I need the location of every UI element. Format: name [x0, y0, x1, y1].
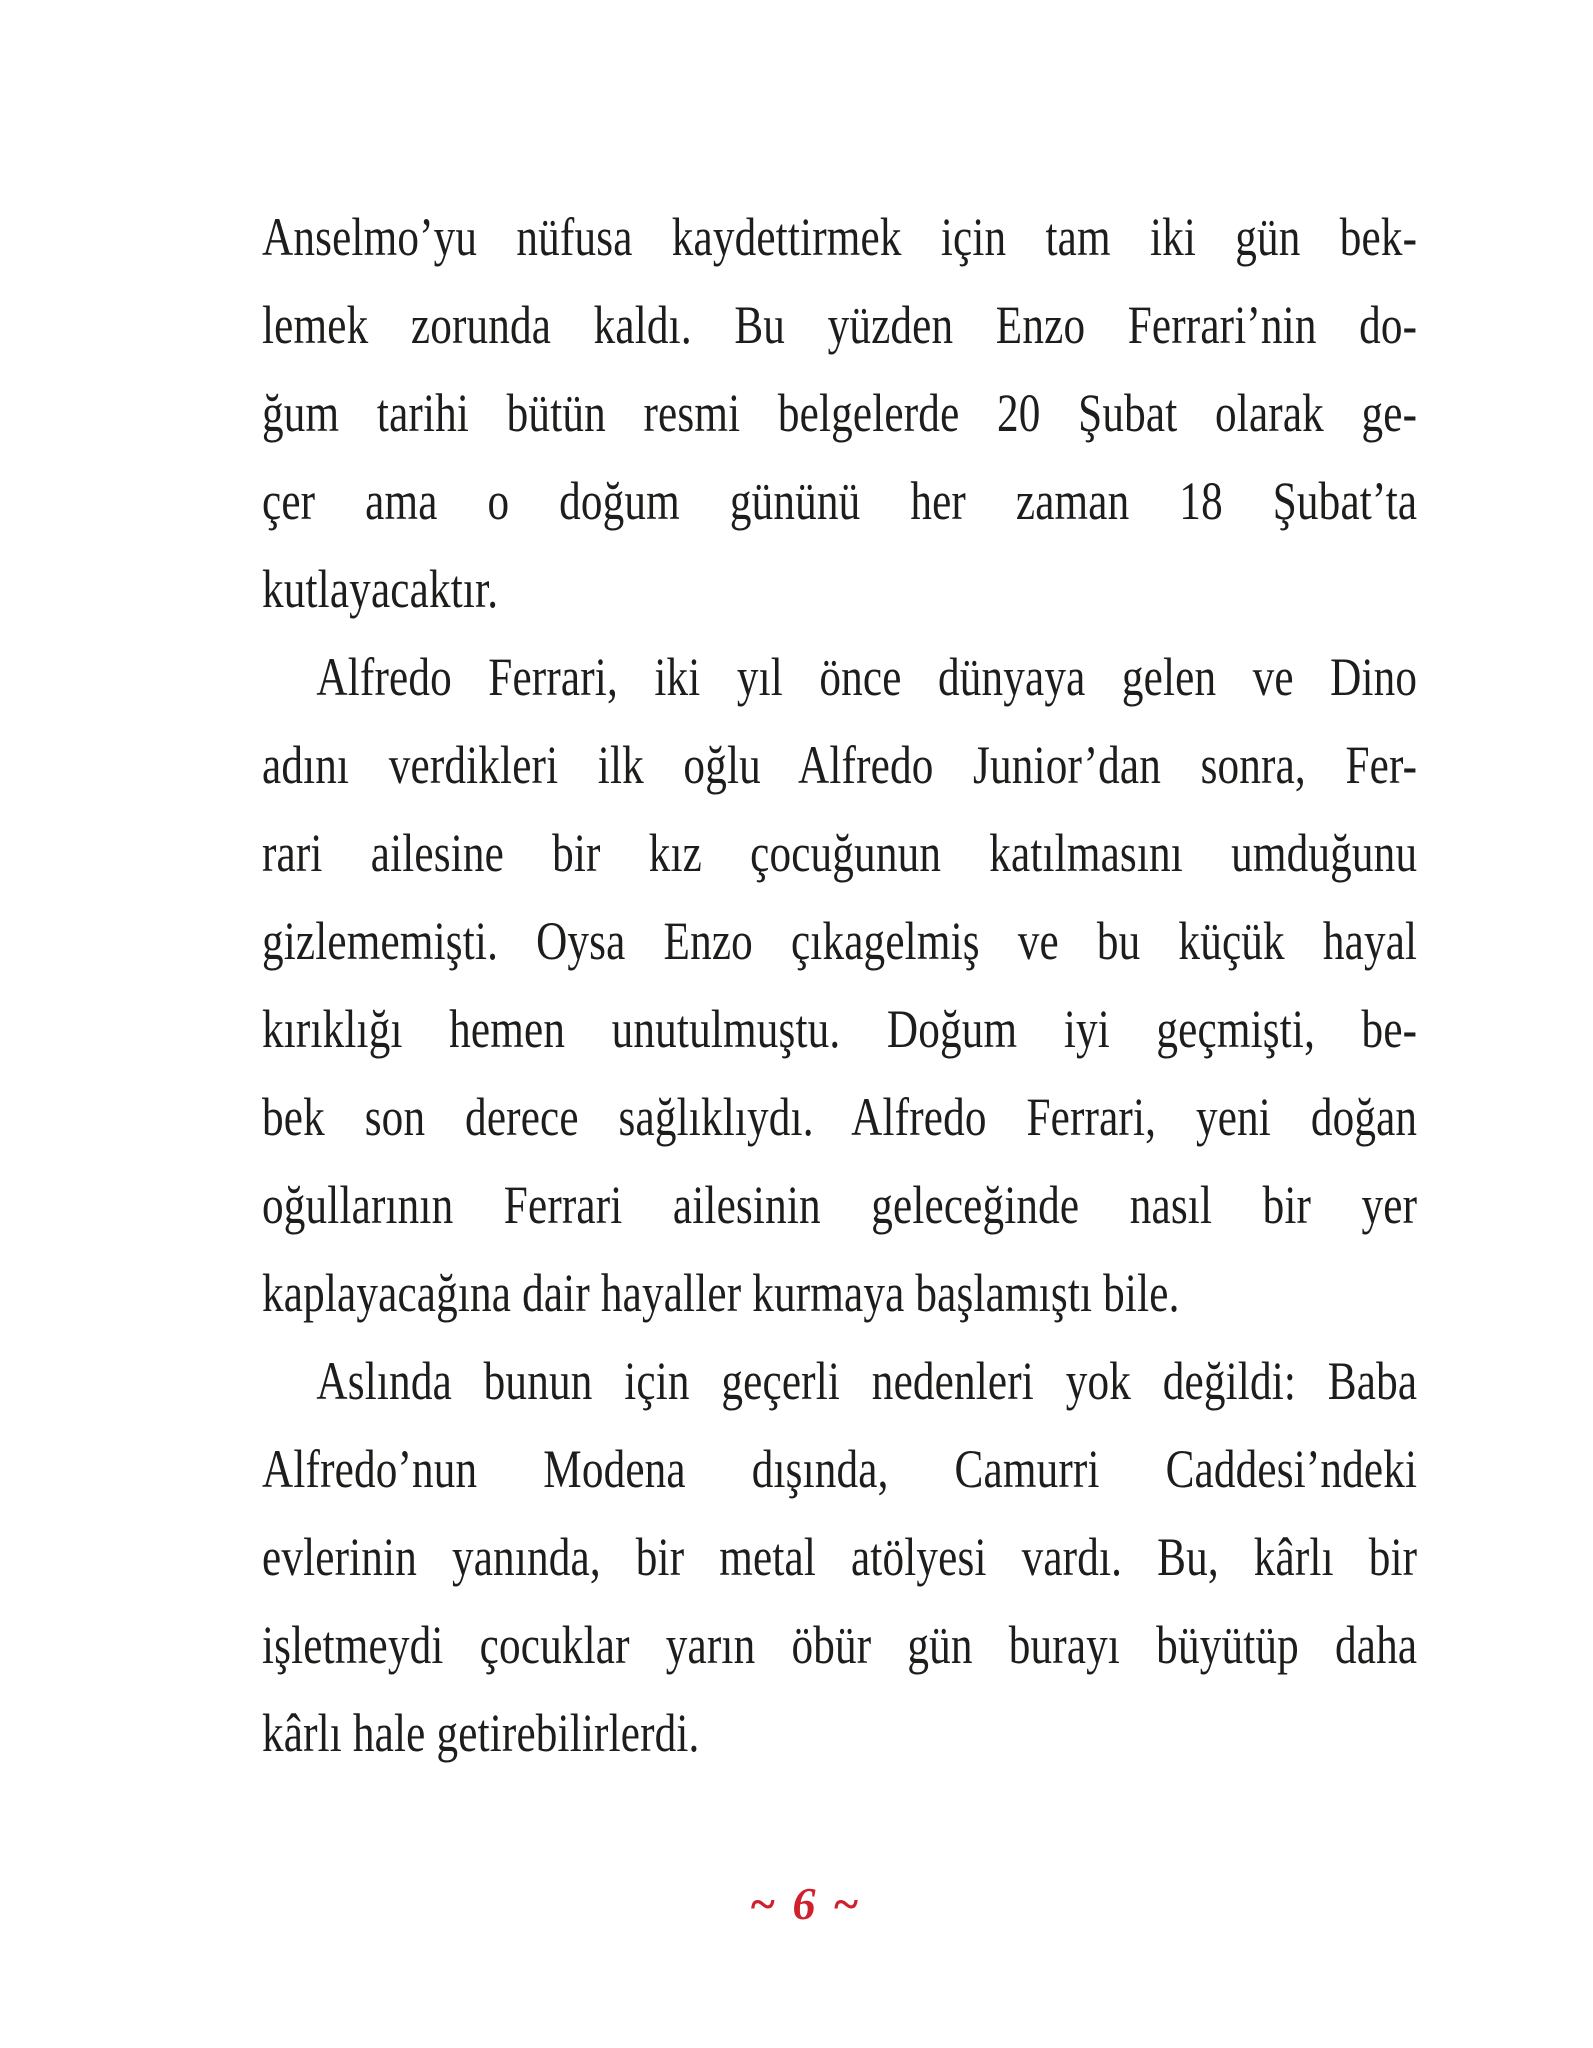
text-line: kaplayacağına dair hayaller kurmaya başlamıştı bile.: [262, 1263, 1180, 1323]
text-line: Alfredo Ferrari, iki yıl önce dünyaya gelen ve Dino: [316, 647, 1418, 707]
body-text: [262, 193, 1417, 1777]
paragraph: [262, 633, 1417, 1337]
text-line: oğullarının Ferrari ailesinin geleceğinde nasıl bir yer: [262, 1175, 1418, 1235]
text-line: Anselmo’yu nüfusa kaydettirmek için tam iki gün bek-: [262, 207, 1418, 267]
text-line: bek son derece sağlıklıydı. Alfredo Ferrari, yeni doğan: [262, 1087, 1418, 1147]
text-line: kırıklığı hemen unutulmuştu. Doğum iyi geçmişti, be-: [262, 999, 1418, 1059]
text-line: çer ama o doğum gününü her zaman 18 Şubat’ta: [262, 471, 1418, 531]
text-line: kârlı hale getirebilirlerdi.: [262, 1703, 700, 1763]
paragraph: [262, 1337, 1417, 1777]
text-line: lemek zorunda kaldı. Bu yüzden Enzo Ferrari’nin do-: [262, 295, 1418, 355]
text-line: adını verdikleri ilk oğlu Alfredo Junior’dan sonra, Fer-: [262, 735, 1418, 795]
text-line: rari ailesine bir kız çocuğunun katılmasını umduğunu: [262, 823, 1418, 883]
text-line: evlerinin yanında, bir metal atölyesi vardı. Bu, kârlı bir: [262, 1527, 1418, 1587]
text-line: kutlayacaktır.: [262, 559, 499, 619]
page-number: ~6~: [749, 1878, 876, 1929]
text-line: gizlememişti. Oysa Enzo çıkagelmiş ve bu küçük hayal: [262, 911, 1418, 971]
paragraph: [262, 193, 1417, 633]
text-line: işletmeydi çocuklar yarın öbür gün burayı büyütüp daha: [262, 1615, 1418, 1675]
text-line: Aslında bunun için geçerli nedenleri yok değildi: Baba: [316, 1351, 1418, 1411]
text-line: ğum tarihi bütün resmi belgelerde 20 Şubat olarak ge-: [262, 383, 1418, 443]
body-text-region: [262, 193, 1417, 1777]
text-line: Alfredo’nun Modena dışında, Camurri Caddesi’ndeki: [262, 1439, 1418, 1499]
